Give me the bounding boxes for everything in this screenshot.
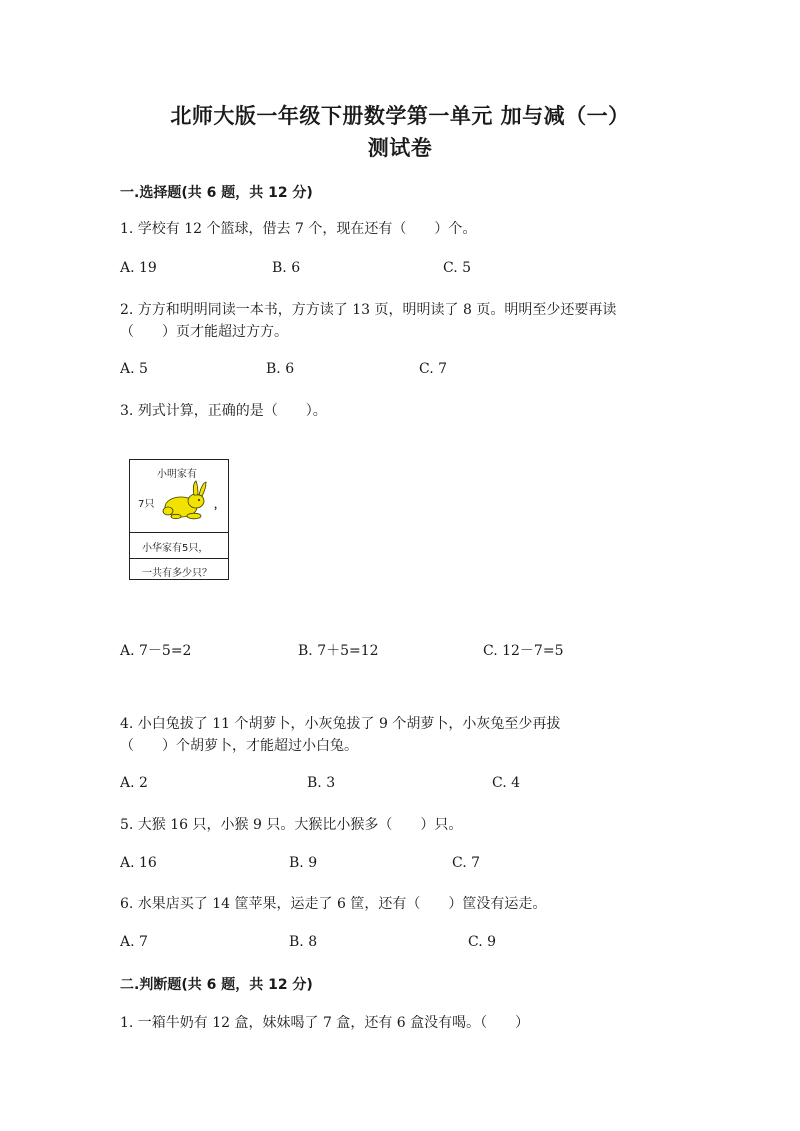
q3-option-b: B. 7＋5=12 — [298, 643, 379, 659]
figure-line3: 小华家有5只， — [142, 543, 209, 554]
q1-option-b: B. 6 — [272, 260, 301, 276]
question-5: 5. 大猴 16 只，小猴 9 只。大猴比小猴多（ ）只。 — [120, 817, 463, 833]
q4-option-c: C. 4 — [492, 775, 521, 791]
q2-option-b: B. 6 — [266, 361, 295, 377]
q6-option-c: C. 9 — [468, 934, 497, 950]
q6-option-a: A. 7 — [120, 934, 148, 950]
figure-bottom-cell — [130, 558, 228, 581]
section-heading-judgment: 二.判断题(共 6 题，共 12 分) — [120, 977, 313, 993]
q4-option-a: A. 2 — [120, 775, 148, 791]
question-6: 6. 水果店买了 14 筐苹果，运走了 6 筐，还有（ ）筐没有运走。 — [120, 896, 547, 912]
figure-top-cell — [130, 460, 228, 532]
q5-option-a: A. 16 — [120, 855, 157, 871]
question-4-line2: （ ）个胡萝卜，才能超过小白兔。 — [120, 738, 358, 754]
figure-line4: 一共有多少只？ — [142, 568, 212, 579]
q6-option-b: B. 8 — [289, 934, 318, 950]
q5-option-b: B. 9 — [289, 855, 318, 871]
question-1: 1. 学校有 12 个篮球，借去 7 个，现在还有（ ）个。 — [120, 221, 477, 237]
question-3-figure — [129, 459, 229, 580]
question-2-line1: 2. 方方和明明同读一本书，方方读了 13 页，明明读了 8 页。明明至少还要再读 — [120, 302, 617, 318]
page-subtitle: 测试卷 — [367, 136, 433, 160]
question-3: 3. 列式计算，正确的是（ ）。 — [120, 403, 327, 419]
figure-line2-suffix: ， — [214, 500, 224, 511]
rabbit-icon — [160, 480, 210, 522]
figure-middle-cell — [130, 532, 228, 558]
judgment-question-1: 1. 一箱牛奶有 12 盒，妹妹喝了 7 盒，还有 6 盒没有喝。（ ） — [120, 1015, 530, 1031]
q4-option-b: B. 3 — [307, 775, 336, 791]
section-heading-choice: 一.选择题(共 6 题，共 12 分) — [120, 185, 313, 201]
q1-option-c: C. 5 — [443, 260, 472, 276]
q1-option-a: A. 19 — [120, 260, 157, 276]
page-title: 北师大版一年级下册数学第一单元 加与减（一） — [170, 104, 630, 128]
question-2-line2: （ ）页才能超过方方。 — [120, 324, 288, 340]
q2-option-c: C. 7 — [419, 361, 448, 377]
q2-option-a: A. 5 — [120, 361, 148, 377]
question-4-line1: 4. 小白兔拔了 11 个胡萝卜，小灰兔拔了 9 个胡萝卜，小灰兔至少再拔 — [120, 716, 561, 732]
q5-option-c: C. 7 — [452, 855, 481, 871]
q3-option-a: A. 7－5=2 — [120, 643, 192, 659]
figure-line1: 小明家有 — [157, 469, 197, 480]
figure-line2-prefix: 7只 — [138, 499, 155, 510]
q3-option-c: C. 12－7=5 — [483, 643, 564, 659]
